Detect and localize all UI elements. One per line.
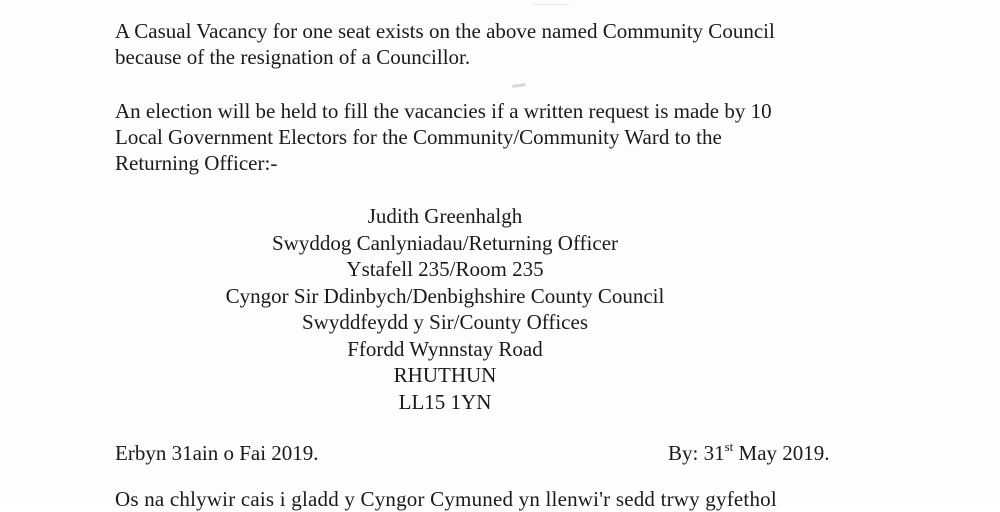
election-paragraph [115, 98, 772, 176]
text-line: because of the resignation of a Councillor. [115, 45, 471, 69]
address-line: RHUTHUN [393, 363, 497, 387]
text-line: A Casual Vacancy for one seat exists on the above named Community Council [115, 19, 775, 43]
scan-mark [512, 83, 526, 88]
returning-officer-address [195, 203, 695, 415]
address-line: Ystafell 235/Room 235 [346, 257, 544, 281]
address-line: Ffordd Wynnstay Road [347, 336, 543, 361]
deadline-prefix: By: 31 [668, 441, 725, 465]
text-line: Returning Officer:- [115, 151, 278, 175]
address-line: Cyngor Sir Ddinbych/Denbighshire County Council [225, 283, 665, 308]
address-line: Swyddfeydd y Sir/County Offices [301, 310, 588, 334]
partial-text-line: Os na chlywir cais i gladd y Cyngor Cymuned yn llenwi'r sedd trwy gyfethol [115, 487, 777, 511]
deadline-english [668, 440, 830, 466]
ordinal-suffix: st [724, 439, 734, 454]
address-line: LL15 1YN [398, 389, 492, 414]
text-line: An election will be held to fill the vacancies if a written request is made by 10 [115, 99, 772, 123]
address-line: Judith Greenhalgh [367, 204, 523, 228]
vacancy-paragraph [115, 18, 775, 70]
address-line: Swyddog Canlyniadau/Returning Officer [271, 230, 619, 255]
scan-smudge [530, 0, 570, 5]
deadline-rest: May 2019. [733, 441, 830, 465]
text-line: Local Government Electors for the Community/Community Ward to the [115, 125, 722, 149]
deadline-welsh: Erbyn 31ain o Fai 2019. [115, 441, 319, 465]
